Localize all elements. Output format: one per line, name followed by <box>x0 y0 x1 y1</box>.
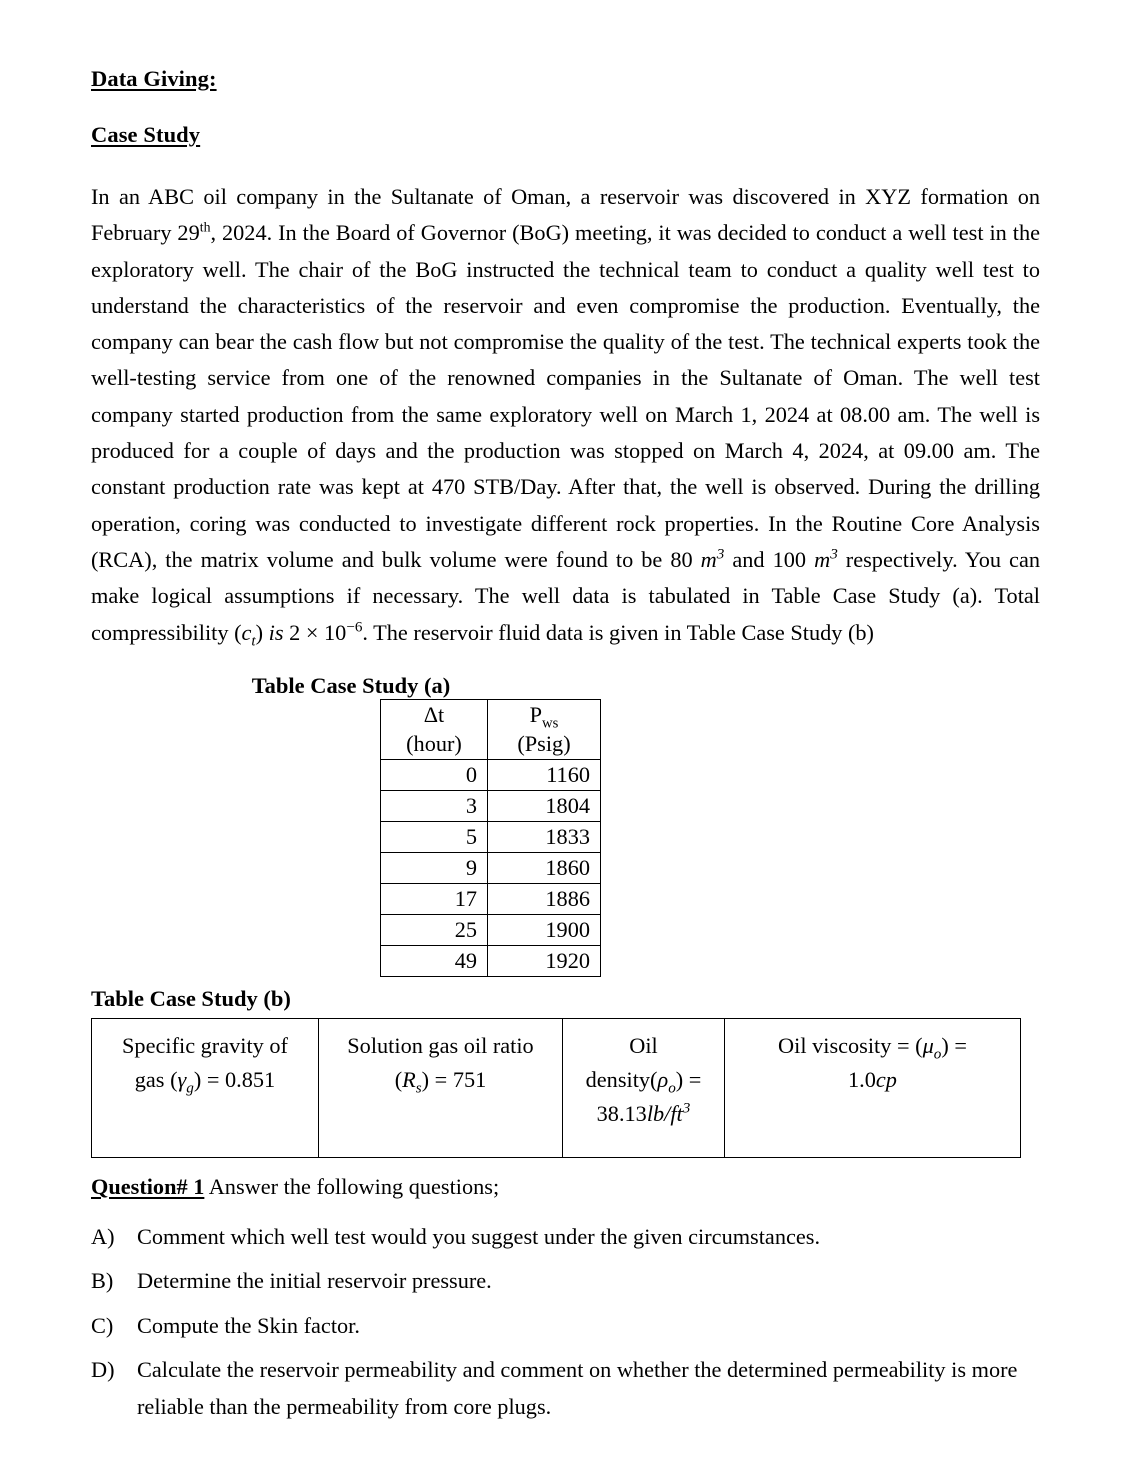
table-row <box>381 790 601 821</box>
cell-delta-t: 9 <box>381 852 488 883</box>
table-case-study-a <box>380 699 601 977</box>
table-b-title: Table Case Study (b) <box>91 985 291 1011</box>
table-row <box>381 914 601 945</box>
cell-line-1: Specific gravity of <box>122 1032 288 1058</box>
list-marker: D) <box>91 1357 115 1383</box>
cell-line-3: $38.13lb/ft^3$ <box>596 1099 691 1126</box>
cell-pws: 1860 <box>488 852 601 883</box>
symbol-mu-o: $\mu_o$ <box>922 1032 942 1063</box>
table-case-study-b <box>91 1018 1021 1158</box>
header-delta-t-line2: (hour) <box>406 731 462 757</box>
cell-line-1: Solution gas oil ratio <box>347 1032 534 1058</box>
cell-solution-gas-oil-ratio <box>319 1018 563 1157</box>
cell-delta-t: 49 <box>381 945 488 976</box>
header-pws-line2: (Psig) <box>517 731 571 757</box>
spacer <box>91 92 1040 122</box>
question-intro: Answer the following questions; <box>204 1173 500 1199</box>
table-row <box>381 852 601 883</box>
cell-line-2: 1.0cp <box>848 1066 897 1092</box>
table-a-header-row <box>381 699 601 759</box>
cell-pws: 1804 <box>488 790 601 821</box>
list-item-text: Calculate the reservoir permeability and comment on whether the determined permeability is more reliable than the permeability from core plugs. <box>137 1357 1018 1419</box>
heading-case-study: Case Study <box>91 122 201 147</box>
heading-data-giving: Data Giving: <box>91 66 217 91</box>
ordinal-suffix: th <box>199 219 211 235</box>
table-b-row <box>92 1018 1021 1157</box>
cell-specific-gravity-gas <box>92 1018 319 1157</box>
table-row <box>381 945 601 976</box>
cell-pws: 1920 <box>488 945 601 976</box>
unit-m-cubed-2: $m^3$ <box>814 545 838 572</box>
symbol-gamma-g: $\gamma_g$ <box>177 1066 194 1097</box>
paren-close: ) <box>255 619 264 645</box>
unit-lb-per-ft3: $lb/ft^3$ <box>646 1099 691 1126</box>
list-item <box>91 1263 1040 1300</box>
cell-line-2: $(R_s) = 751$ <box>394 1066 487 1097</box>
cell-delta-t: 17 <box>381 883 488 914</box>
table-a-header-delta-t <box>381 699 488 759</box>
spacer <box>91 148 1040 179</box>
compressibility-value: $2 \times 10^{-6}$ <box>289 618 363 645</box>
table-a-body <box>381 759 601 976</box>
document-content <box>91 66 1040 1433</box>
cell-pws: 1833 <box>488 821 601 852</box>
list-item <box>91 1308 1040 1345</box>
symbol-total-compressibility: $c_t$ <box>241 619 256 650</box>
cell-pws: 1900 <box>488 914 601 945</box>
list-item-text: Comment which well test would you suggest under the given circumstances. <box>137 1223 821 1249</box>
table-a-header-pws <box>488 699 601 759</box>
cell-line-2: $density(\rho_o)$ = <box>585 1066 702 1097</box>
paragraph-part-2: , 2024. In the Board of Governor (BoG) meeting, it was decided to conduct a well test in the exploratory well. The chair of the BoG instructed the technical team to conduct a quality well test to understand the characteristics of the reservoir and even compromise the production. Eventually, the company can bear the cash flow but not compromise the quality of the test. The technical experts took the well-testing service from one of the renowned companies in the Sultanate of Oman. The well test company started production from the same exploratory well on March 1, 2024 at 08.00 am. The well is produced for a couple of days and the production was stopped on March 4, 2024, at 09.00 am. The constant production rate was kept at 470 STB/Day. After that, the well is observed. During the drilling operation, coring was conducted to investigate different rock properties. In the Routine Core Analysis (RCA), the matrix volume and bulk volume were found to be 80 <box>91 220 1040 572</box>
cell-pws: 1160 <box>488 759 601 790</box>
header-pws-line1: $P_{ws}$ <box>529 701 559 732</box>
list-marker: C) <box>91 1312 114 1338</box>
word-is-italic: is <box>268 619 284 645</box>
list-item-text: Determine the initial reservoir pressure. <box>137 1268 492 1294</box>
question-label: Question# 1 <box>91 1173 205 1199</box>
cell-line-2: gas $(\gamma_g) = 0.851$ <box>134 1066 276 1097</box>
cell-line-1: Oil viscosity = $(\mu_o)$ = <box>778 1032 967 1063</box>
cell-pws: 1886 <box>488 883 601 914</box>
unit-m-cubed-1: $m^3$ <box>700 545 725 572</box>
table-a-title: Table Case Study (a) <box>251 672 451 698</box>
cell-delta-t: 0 <box>381 759 488 790</box>
cell-oil-density <box>563 1018 725 1157</box>
symbol-rs: $R_s$ <box>402 1066 422 1097</box>
cell-line-1: Oil <box>629 1032 658 1058</box>
symbol-rho-o: $\rho_o$ <box>657 1066 676 1097</box>
list-marker: B) <box>91 1268 114 1294</box>
cell-oil-viscosity <box>725 1018 1021 1157</box>
paragraph-part-5: . The reservoir fluid data is given in Table Case Study (b) <box>362 619 874 645</box>
list-marker: A) <box>91 1223 115 1249</box>
question-list <box>91 1204 1040 1426</box>
header-delta-t-line1: Δt <box>423 701 445 727</box>
unit-cp: cp <box>875 1066 897 1092</box>
table-a-wrapper <box>91 699 1040 977</box>
table-row <box>381 883 601 914</box>
question-heading <box>91 1158 1040 1204</box>
cell-delta-t: 25 <box>381 914 488 945</box>
list-item <box>91 1352 1040 1425</box>
case-study-paragraph <box>91 179 1040 651</box>
paragraph-part-1: In an ABC oil company in the Sultanate of Oman, a reservoir was discovered in XYZ formation on February 29 <box>91 184 1040 246</box>
table-row <box>381 821 601 852</box>
spacer <box>91 651 1040 673</box>
paragraph-part-4: respectively. You can make logical assumptions if necessary. The well data is tabulated in Table Case Study (a). Total compressibility <box>91 546 1040 645</box>
list-item <box>91 1219 1040 1256</box>
cell-delta-t: 5 <box>381 821 488 852</box>
paren-open: ( <box>234 619 242 645</box>
paragraph-part-3: and 100 <box>724 546 815 572</box>
cell-delta-t: 3 <box>381 790 488 821</box>
list-item-text: Compute the Skin factor. <box>137 1312 360 1338</box>
table-row <box>381 759 601 790</box>
